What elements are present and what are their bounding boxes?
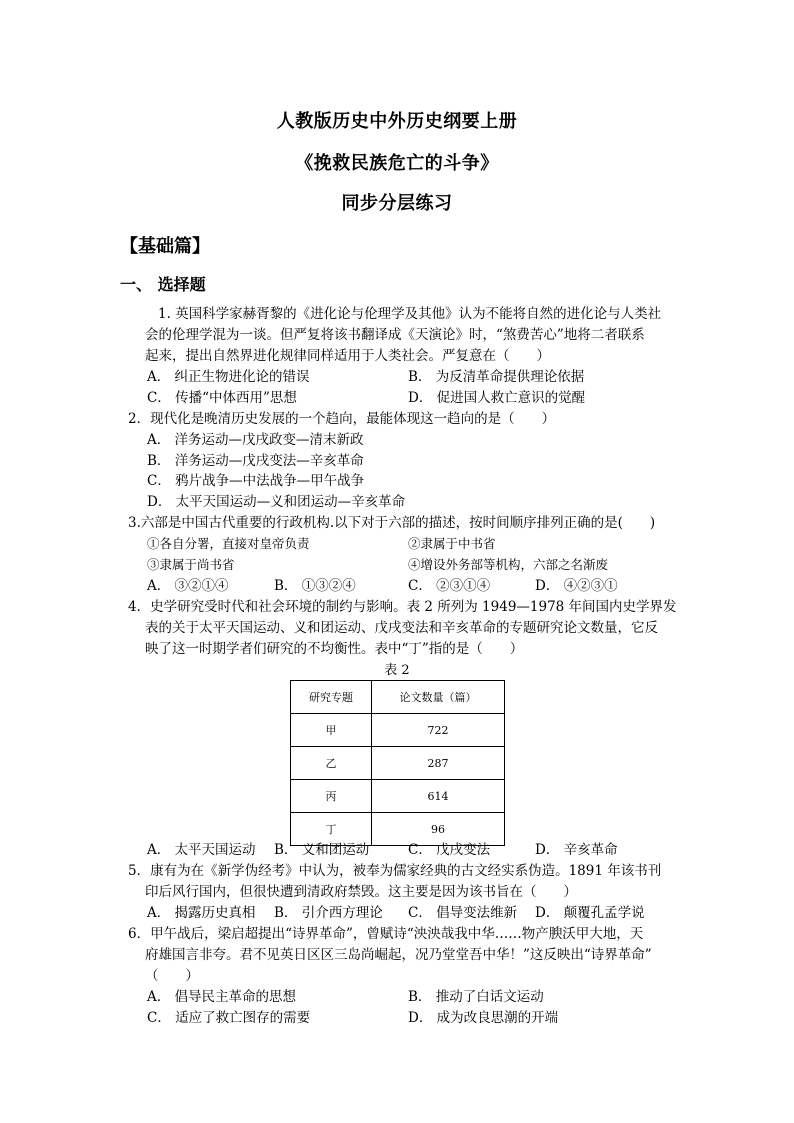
- q5-option-a: A． 揭露历史真相: [147, 905, 256, 921]
- q4-option-c: C． 戊戌变法: [408, 842, 491, 858]
- q4-option-d: D． 辛亥革命: [535, 842, 618, 858]
- section-heading: 【基础篇】: [120, 236, 210, 257]
- table-caption: 表 2: [384, 663, 410, 678]
- q1-option-a: A． 纠正生物进化论的错误: [147, 369, 310, 385]
- table-row: [291, 714, 505, 747]
- q3-option-b: B． ①③②④: [274, 578, 356, 594]
- q2-option-d: D． 太平天国运动—义和团运动—辛亥革命: [147, 494, 406, 510]
- table-row: [291, 780, 505, 813]
- q3-statement-1: ①各自分署，直接对皇帝负责: [147, 536, 310, 551]
- q4-option-a: A． 太平天国运动: [147, 842, 256, 858]
- q4-stem-line: 4．史学研究受时代和社会环境的制约与影响。表 2 所列为 1949—1978 年间国内史学界发: [128, 599, 677, 615]
- q4-stem-line: 表的关于太平天国运动、义和团运动、戊戌变法和辛亥革命的专题研究论文数量，它反: [145, 620, 658, 636]
- q5-stem-line: 5．康有为在《新学伪经考》中认为，被奉为儒家经典的古文经实系伪造。1891 年该书刊: [128, 863, 662, 879]
- q5-stem-line: 印后风行国内，但很快遭到清政府禁毁。这主要是因为该书旨在（ ）: [145, 884, 577, 900]
- q3-stem: 3.六部是中国古代重要的行政机构.以下对于六部的描述，按时间顺序排列正确的是( ): [128, 515, 656, 531]
- q1-option-d: D． 促进国人救亡意识的觉醒: [408, 390, 586, 406]
- q1-stem-line: 起来，提出自然界进化规律同样适用于人类社会。严复意在（ ）: [145, 348, 550, 364]
- table-cell: 甲: [291, 714, 372, 747]
- table-cell: 丁: [291, 813, 372, 846]
- q1-stem-line: 会的伦理学混为一谈。但严复将该书翻译成《天演论》时，“煞费苦心”地将二者联系: [145, 327, 645, 343]
- q3-statement-3: ③隶属于尚书省: [147, 557, 235, 572]
- q2-option-b: B． 洋务运动—戊戌变法—辛亥革命: [147, 453, 364, 469]
- q6-option-b: B． 推动了白话文运动: [408, 989, 544, 1005]
- table-cell: 96: [372, 813, 505, 846]
- q5-option-c: C． 倡导变法维新: [408, 905, 518, 921]
- table-header-row: [291, 681, 505, 714]
- q2-option-a: A． 洋务运动—戊戌政变—清末新政: [147, 432, 364, 448]
- q6-stem-line: 6．甲午战后，梁启超提出“诗界革命”，曾赋诗“泱泱哉我中华……物产腴沃甲大地，天: [128, 926, 644, 942]
- q5-option-b: B． 引介西方理论: [274, 905, 383, 921]
- q4-stem-line: 映了这一时期学者们研究的不均衡性。表中“丁”指的是（ ）: [145, 641, 524, 657]
- table-row: [291, 747, 505, 780]
- q1-option-b: B． 为反清革命提供理论依据: [408, 369, 585, 385]
- q6-stem-line: （ ）: [145, 968, 199, 984]
- table-cell: 614: [372, 780, 505, 813]
- doc-title: 人教版历史中外历史纲要上册: [276, 111, 518, 132]
- table-cell: 722: [372, 714, 505, 747]
- q6-option-c: C． 适应了救亡图存的需要: [147, 1010, 311, 1026]
- q6-option-d: D． 成为改良思潮的开端: [408, 1010, 559, 1026]
- q4-option-b: B． 义和团运动: [274, 842, 370, 858]
- q3-statement-2: ②隶属于中书省: [408, 536, 496, 551]
- table-cell: 287: [372, 747, 505, 780]
- table-cell: 丙: [291, 780, 372, 813]
- lesson-title: 《挽救民族危亡的斗争》: [295, 153, 499, 174]
- exercise-title: 同步分层练习: [341, 193, 453, 214]
- q3-option-d: D． ④②③①: [535, 578, 618, 594]
- table-header-cell: 论文数量（篇）: [372, 681, 505, 714]
- table-cell: 乙: [291, 747, 372, 780]
- q3-option-c: C． ②③①④: [408, 578, 491, 594]
- q6-option-a: A． 倡导民主革命的思想: [147, 989, 297, 1005]
- table-header-cell: 研究专题: [291, 681, 372, 714]
- q3-statement-4: ④增设外务部等机构，六部之名渐废: [408, 557, 609, 572]
- q2-stem: 2．现代化是晚清历史发展的一个趋向，最能体现这一趋向的是（ ）: [128, 411, 556, 427]
- q5-option-d: D． 颠覆孔孟学说: [535, 905, 645, 921]
- data-table: [290, 680, 505, 846]
- q3-option-a: A． ③②①④: [147, 578, 229, 594]
- subsection-heading: 一、 选择题: [120, 275, 206, 294]
- q1-option-c: C． 传播“中体西用”思想: [147, 390, 297, 406]
- q6-stem-line: 府雄国言非夸。君不见英日区区三岛尚崛起，况乃堂堂吾中华！”这反映出“诗界革命”: [145, 947, 652, 963]
- q2-option-c: C． 鸦片战争—中法战争—甲午战争: [147, 473, 365, 489]
- q1-stem-line: 1. 英国科学家赫胥黎的《进化论与伦理学及其他》认为不能将自然的进化论与人类社: [158, 306, 662, 322]
